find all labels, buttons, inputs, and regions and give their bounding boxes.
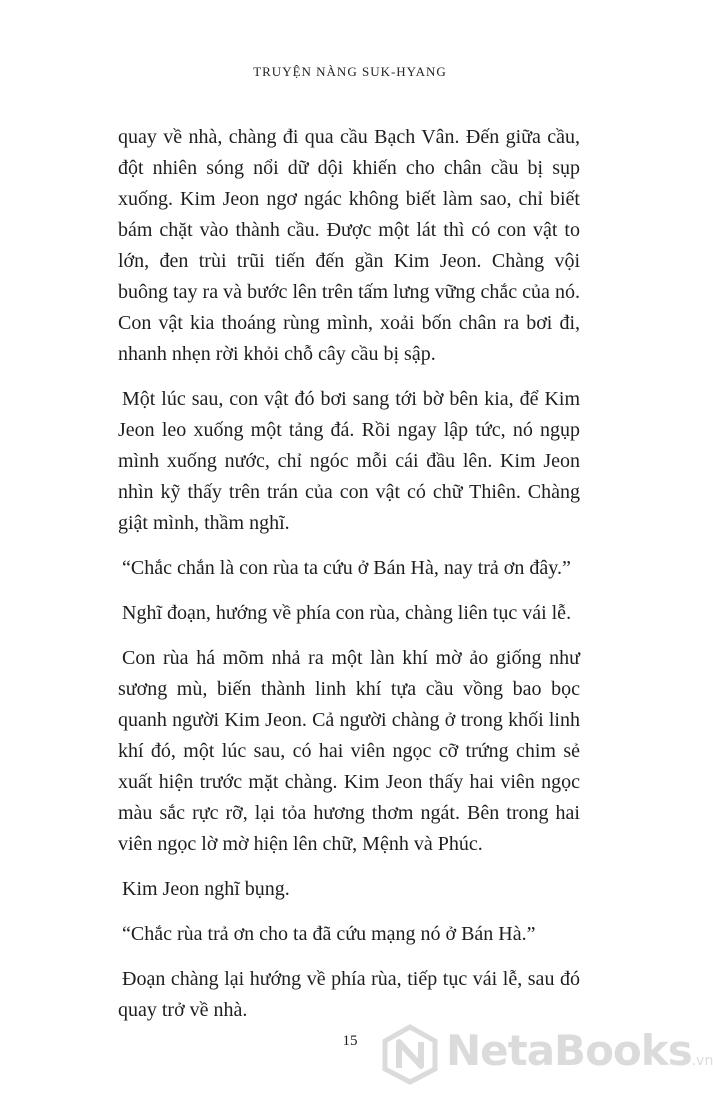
page-number: 15 <box>342 1033 358 1049</box>
body-text <box>118 122 580 1040</box>
netabooks-logo-icon <box>382 1024 438 1084</box>
paragraph-4: Nghĩ đoạn, hướng về phía con rùa, chàng liên tục vái lễ. <box>122 602 572 624</box>
paragraph-3: “Chắc chắn là con rùa ta cứu ở Bán Hà, nay trả ơn đây.” <box>122 557 571 579</box>
paragraph-6: Kim Jeon nghĩ bụng. <box>122 878 290 900</box>
watermark <box>382 1020 713 1090</box>
watermark-suffix: .vn <box>691 1053 713 1069</box>
running-header: TRUYỆN NÀNG SUK-HYANG <box>253 64 447 79</box>
watermark-brand: NetaBooks <box>446 1026 692 1075</box>
paragraph-2: Một lúc sau, con vật đó bơi sang tới bờ bên kia, để Kim Jeon leo xuống một tảng đá. Rồi ngay lập tức, nó ngụp mình xuống nước, chỉ ngóc mỗi cái đầu lên. Kim Jeon nhìn kỹ thấy trên trán của con vật có chữ Thiên. Chàng giật mình, thầm nghĩ. <box>118 388 580 534</box>
paragraph-5: Con rùa há mõm nhả ra một làn khí mờ ảo giống như sương mù, biến thành linh khí tựa cầu vồng bao bọc quanh người Kim Jeon. Cả người chàng ở trong khối linh khí đó, một lúc sau, có hai viên ngọc cỡ trứng chim sẻ xuất hiện trước mặt chàng. Kim Jeon thấy hai viên ngọc màu sắc rực rỡ, lại tỏa hương thơm ngát. Bên trong hai viên ngọc lờ mờ hiện lên chữ, Mệnh và Phúc. <box>118 647 580 855</box>
paragraph-1: quay về nhà, chàng đi qua cầu Bạch Vân. Đến giữa cầu, đột nhiên sóng nổi dữ dội khiến cho chân cầu bị sụp xuống. Kim Jeon ngơ ngác không biết làm sao, chỉ biết bám chặt vào thành cầu. Được một lát thì có con vật to lớn, đen trùi trũi tiến đến gần Kim Jeon. Chàng vội buông tay ra và bước lên trên tấm lưng vững chắc của nó. Con vật kia thoáng rùng mình, xoải bốn chân ra bơi đi, nhanh nhẹn rời khỏi chỗ cây cầu bị sập. <box>118 126 580 365</box>
paragraph-7: “Chắc rùa trả ơn cho ta đã cứu mạng nó ở Bán Hà.” <box>122 923 536 945</box>
watermark-text <box>446 1026 713 1075</box>
paragraph-8: Đoạn chàng lại hướng về phía rùa, tiếp tục vái lễ, sau đó quay trở về nhà. <box>118 968 580 1021</box>
